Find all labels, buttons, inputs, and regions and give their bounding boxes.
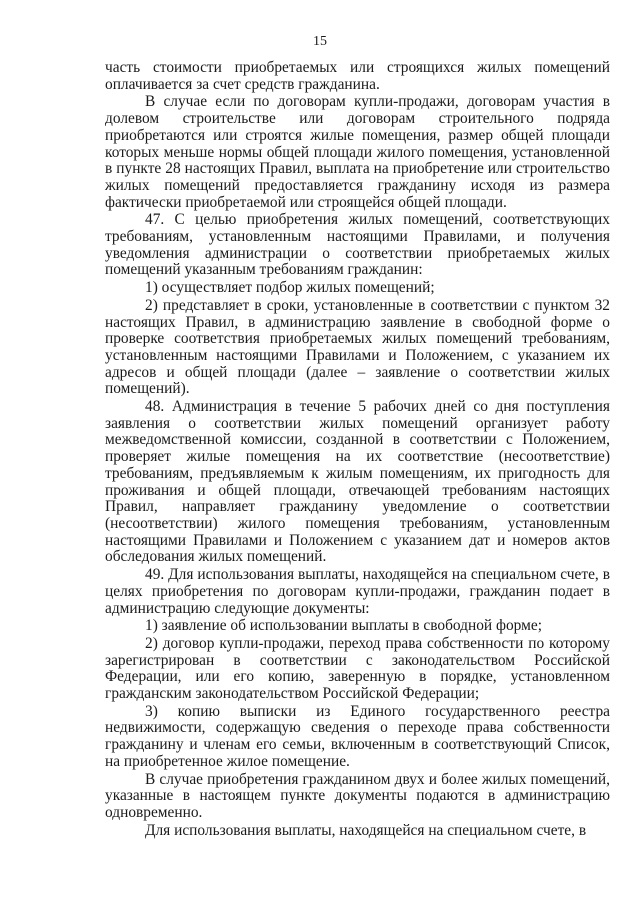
paragraph: 1) осуществляет подбор жилых помещений; [145,279,435,297]
paragraph: 1) заявление об использовании выплаты в свободной форме; [145,617,542,635]
paragraph: 2) договор купли-продажи, переход права собственности по которому зарегистрирован в соответствии с законодательством Российской Федерации, или его копию, заверенную в порядке, установленном гражданским законодательством Российской Федерации; [105,634,610,703]
paragraph-item-47: 47. С целью приобретения жилых помещений, соответствующих требованиям, установленным настоящими Правилами, и получения уведомления администрации о соответствии приобретаемых жилых помещений указанным требованиям гражданин: [105,211,610,279]
paragraph-item-48: 48. Администрация в течение 5 рабочих дней со дня поступления заявления о соответствии жилых помещений организует работу межведомственной комиссии, созданной в соответствии с Положением, проверяет жилые помещения на их соответствие (несоответствие) требованиям, предъявляемым к жилым помещениям, их пригодность для проживания и общей площади, отвечающей требованиям настоящих Правил, направляет гражданину уведомление о соответствии (несоответствии) жилого помещения требованиям, установленным настоящими Правилами и Положением с указанием дат и номеров актов обследования жилых помещений. [105,398,610,566]
paragraph: часть стоимости приобретаемых или строящихся жилых помещений оплачивается за счет средств гражданина. [105,59,610,93]
document-body [105,60,610,840]
paragraph-item-49: 49. Для использования выплаты, находящейся на специальном счете, в целях приобретения по договорам купли-продажи, гражданин подает в администрацию следующие документы: [105,566,610,617]
paragraph: Для использования выплаты, находящейся на специальном счете, в [145,821,587,839]
paragraph: В случае приобретения гражданином двух и более жилых помещений, указанные в настоящем пункте документы подаются в администрацию одновременно. [105,770,610,821]
page-number: 15 [313,34,327,49]
paragraph: В случае если по договорам купли-продажи, договорам участия в долевом строительстве или договорам строительного подряда приобретаются или строятся жилые помещения, размер общей площади которых меньше нормы общей площади жилого помещения, установленной в пункте 28 настоящих Правил, выплата на приобретение или строительство жилых помещений предоставляется гражданину исходя из размера фактически приобретаемой или строящейся общей площади. [105,93,610,211]
paragraph: 3) копию выписки из Единого государственного реестра недвижимости, содержащую сведения о переходе права собственности гражданину и членам его семьи, включенным в соответствующий Список, на приобретенное жилое помещение. [105,702,610,770]
paragraph: 2) представляет в сроки, установленные в соответствии с пунктом 32 настоящих Правил, в администрацию заявление в свободной форме о проверке соответствия приобретаемых жилых помещений требованиям, установленным настоящими Правилами и Положением, с указанием их адресов и общей площади (далее – заявление о соответствии жилых помещений). [105,296,610,398]
